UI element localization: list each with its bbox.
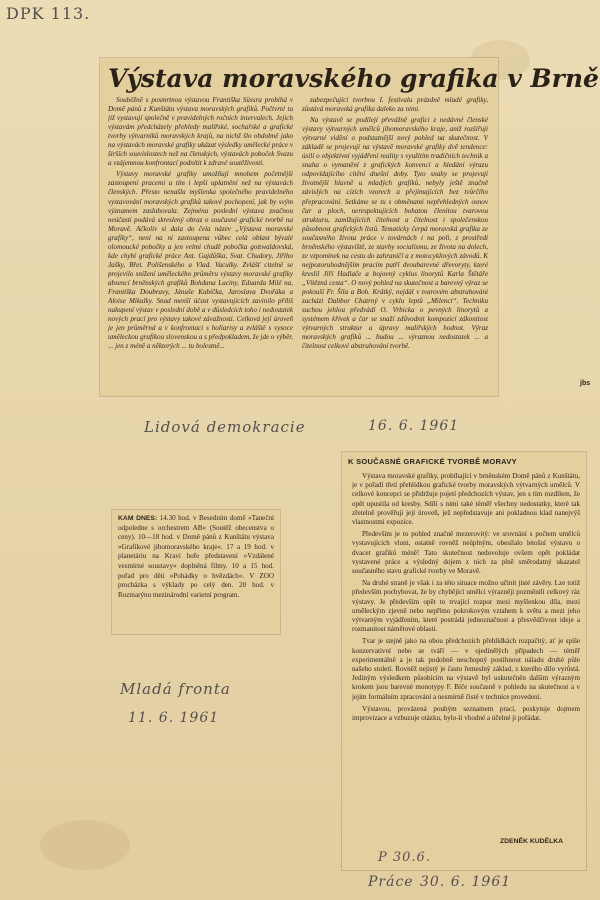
handwritten-newspaper-name: Mladá fronta: [120, 680, 231, 698]
handwritten-date: 16. 6. 1961: [368, 418, 460, 434]
paragraph: Souběžně s posmrtnou výstavou Františka Süssra probíhá v Domě pánů z Kunštátu výstava moravských grafiků. Počtvrté tu již vystavují společně v pravidelných ročních intervalech. Jejich výstavám předcházely přehledy malířské, sochařské a grafické tvorby výtvarníků moravských krajů, na nichž šlo obdobně jako na výstavách moravské grafiky ukázat výsledky umělecké práce v širších souvislostech než na členských, výstavách poboček Svazu a vzájemnou konfrontací podnítit k zdravé soutěživosti.: [108, 96, 293, 168]
notice-lead: KAM DNES:: [118, 515, 158, 522]
article-body: [352, 472, 580, 850]
article-headline: K SOUČASNÉ GRAFICKÉ TVORBĚ MORAVY: [348, 457, 517, 466]
article-column-left: [108, 96, 293, 390]
paragraph: Výstavou, provázená pouhým seznamem prací, poskytuje dojmem improvizace a vzbuzuje otázku, bylo-li vhodné a účelné ji pořádat.: [352, 704, 580, 723]
handwritten-page-mark: P 30.6.: [378, 850, 431, 865]
handwritten-newspaper-name: Lidová demokracie: [144, 418, 306, 436]
paragraph: Na výstavě se podílejí převážně grafici z nedávné členské výstavy výtvarných umělců jihomoravského kraje, aniž rozšiřují výtvarné vidění o podstatnější nový pohled na skutečnost. V základě se projevují na výstavě moravské grafiky dvě tendence: úsilí o objektivní vyjádření reality s využitím tradičních technik a snaha o vymanění z grafických konvencí a hledání výrazu odpovídajícího citění dnešní doby. Tyto snahy se projevují životnější hlavně u mladých grafiků, nebyly ještě značně závislých na cizích vzorech a přejímajících bez tvůrčího přepracování. Setkáme se tu s obměnami nepřehledných osnov čar a ploch, nerespektujících bohatou členitou tvarovou strukturu, zamlžujících čitelnost a čitelnost i společenskou působnost grafických listů. Tematicky čerpá moravská grafika ze současného života práce v továrnách i na poli, z prostředí brněnského výstaviště, ze stavby socialismu, ze života na dolech, ze vzpomínek na cestu do zahraničí a z motocyklových závodů. K nejpozoruhodnějším pracím patří dvoubarevné dřevoryty, které kreslil Jiří Hadlače a bojovný cyklus linorytů Karla Štětáře „Vítězná cesta“. O nový pohled na skutečnost a barevný výraz se pokouší Fr. Šíla a Boh. Krátký, nejdál v tvarovém abstrahování zacházi Dalibor Chatrný v cyklu leptů „Milenci“. Techniku suchou jehlou předvádí O. Vrbicka o pevných linorytů a systémem křivek a čar se snaží zdůvodnit kompozicí zákonitost výtvarných struktur a úpravy malířských hodnot. Výraz moravských grafiků ... budou ... výraznou nedostatek ... a čitelnost celkové abstrahování tvorbě.: [302, 116, 488, 351]
notice-text: [118, 514, 274, 600]
paragraph: Tvar je stejně jako na obou předchozích přehlídkách rozpačitý, ať je spíše konzervativní nebo se tváří — v ojedinělých případech — téměř experimentálně a je tak podobně neschopný postihnout náladu druhé půle našeho století. Rovněž nejistý je často řemeslný základ, z kterého dílo vyrůstá. Jediným výsledkem působícím na výstavě byl uskutečněn dalším výrazným krokem jsou barevné monotypy F. Bíče současně v pohledu na skutečnost a v jejím formálním zpracování a nesmírně čisté v technice provedení.: [352, 637, 580, 701]
notice-body: 14.30 hod. v Besedním domě »Taneční odpoledne s orchestrem AB« (Soutěž obecenstva o ceny). 10—18 hod. v Domě pánů z Kunštátu výstava »Grafikové jihomoravského kraje«. 17 a 19 hod. v planetáriu na Kravi hoře představení »Vzdálené vesmírné soustavy« doplněná filmy. 10 a 15 hod. pořad pro děti »Pohádky o hvězdách«. V ZOO procházka s výklady po celý den. 20 hod. v Rozmarýnu mezinárodní varietní program.: [118, 514, 275, 599]
paper-stain: [40, 820, 130, 870]
handwritten-date: 11. 6. 1961: [128, 710, 220, 726]
article-column-right: [302, 96, 488, 390]
paragraph: Především je to pohled značně mezerovitý: ve srovnání s počtem umělců vystavujících vloni, ostatně rovněž neúplným, obesílalo letošní výstavu o dvacet grafiků méně! Tato skutečnost nedovoluje ovšem opět pokládat vystavené práce a výsledný dojem z nich za plně směrodatný ukazatel současného stavu grafické tvorby ve Moravě.: [352, 530, 580, 576]
paragraph: zabezpečující tvorbou I. festivalu prázdně mladé grafiky, zůstává moravská grafika daleko za nimi.: [302, 96, 488, 114]
handwritten-newspaper-name: Práce: [368, 874, 414, 890]
paragraph: Na druhé straně je však i za této situace možno učinit jisté závěry. Lze totiž především pochybovat, že by chybějící umělci výrazněji pozměnili celkový ráz výstavy. Je především opět to trvající rozpor mezi myšlenkou díla, mezi uměleckým zjevně nebo nepřímo pokrokovým vztahem k světu a mezi jeho výtvarným vyjádřením, které postrádá jednoznačnost a přesvědčivost ideje a rozmanitost námětové oblasti.: [352, 579, 580, 634]
article-signature: jbs: [580, 380, 591, 387]
handwritten-date: 30. 6. 1961: [420, 874, 512, 890]
paragraph: Výstava moravské grafiky, probíhající v brněnském Domě pánů z Kunštátu, je v pořadí třetí přehlídkou grafické tvorby moravských výtvarných umělců. V celkové koncepci se přidržuje pojetí předchozích výstav, jen s tím rozdílem, že opět upustila od kresby. Sdílí s nimi také téměř všechny nedostatky, které tak zřetelně prověřují její úroveň, jež nepředstavuje ani pokladnou klad nanejvýš vlastnostmi expozice.: [352, 472, 580, 527]
archive-number: DPK 113.: [6, 4, 91, 23]
article-author: ZDENĚK KUDĚLKA: [500, 838, 564, 845]
article-headline: Výstava moravského grafika v Brně: [108, 64, 599, 93]
paragraph: Výstavy moravské grafiky umožňují mnohem početnější zastoupení pracemi a tím i lepší uplatnění než na výstavách členských. Přesto nenašla myšlenka společného pravidelného vystavování moravských grafiků takové pochopení, jak by svým významem zasluhovala. Zejména poslední výstava značnou neúčastí podává skreslený obraz o současné grafické tvorbě na Moravě. Ačkoliv si dala do čela název „Výstava moravské grafiky“, není na ní zastoupena vůbec celá oblast bývalé olomoucké pobočky a jen velmi chudě pobočka gottwaldovská, kde chybí grafické práce Ant. Gajdůška, Svat. Chudory, Jiřího Jašky, Břet. Polišenského a Vlad. Vaculky. Zvlášť citelně se projevilo snížení uměleckého průměru výstavy moravské grafiky absencí brněnských grafiků Bohdana Laciny, Eduarda Milé na, Františka Doubravy, Jánuše Kubíčka, Jaroslava Dvořáka a Aloise Mikulky. Snad menší účast vystavujících zavinilo příliš nakupení výstav v poslední době a v důsledcích toho i nedostatek nových prací pro výstavy takové závažnosti. Celková její úroveň je jen průměrná a v konfrontaci s holiarisy a zvláště s vysoce uměleckou grafikou slovenskou a s předpokladem, že jde o výběr, ... jen z méně a některých ... tu bolestně...: [108, 170, 293, 351]
